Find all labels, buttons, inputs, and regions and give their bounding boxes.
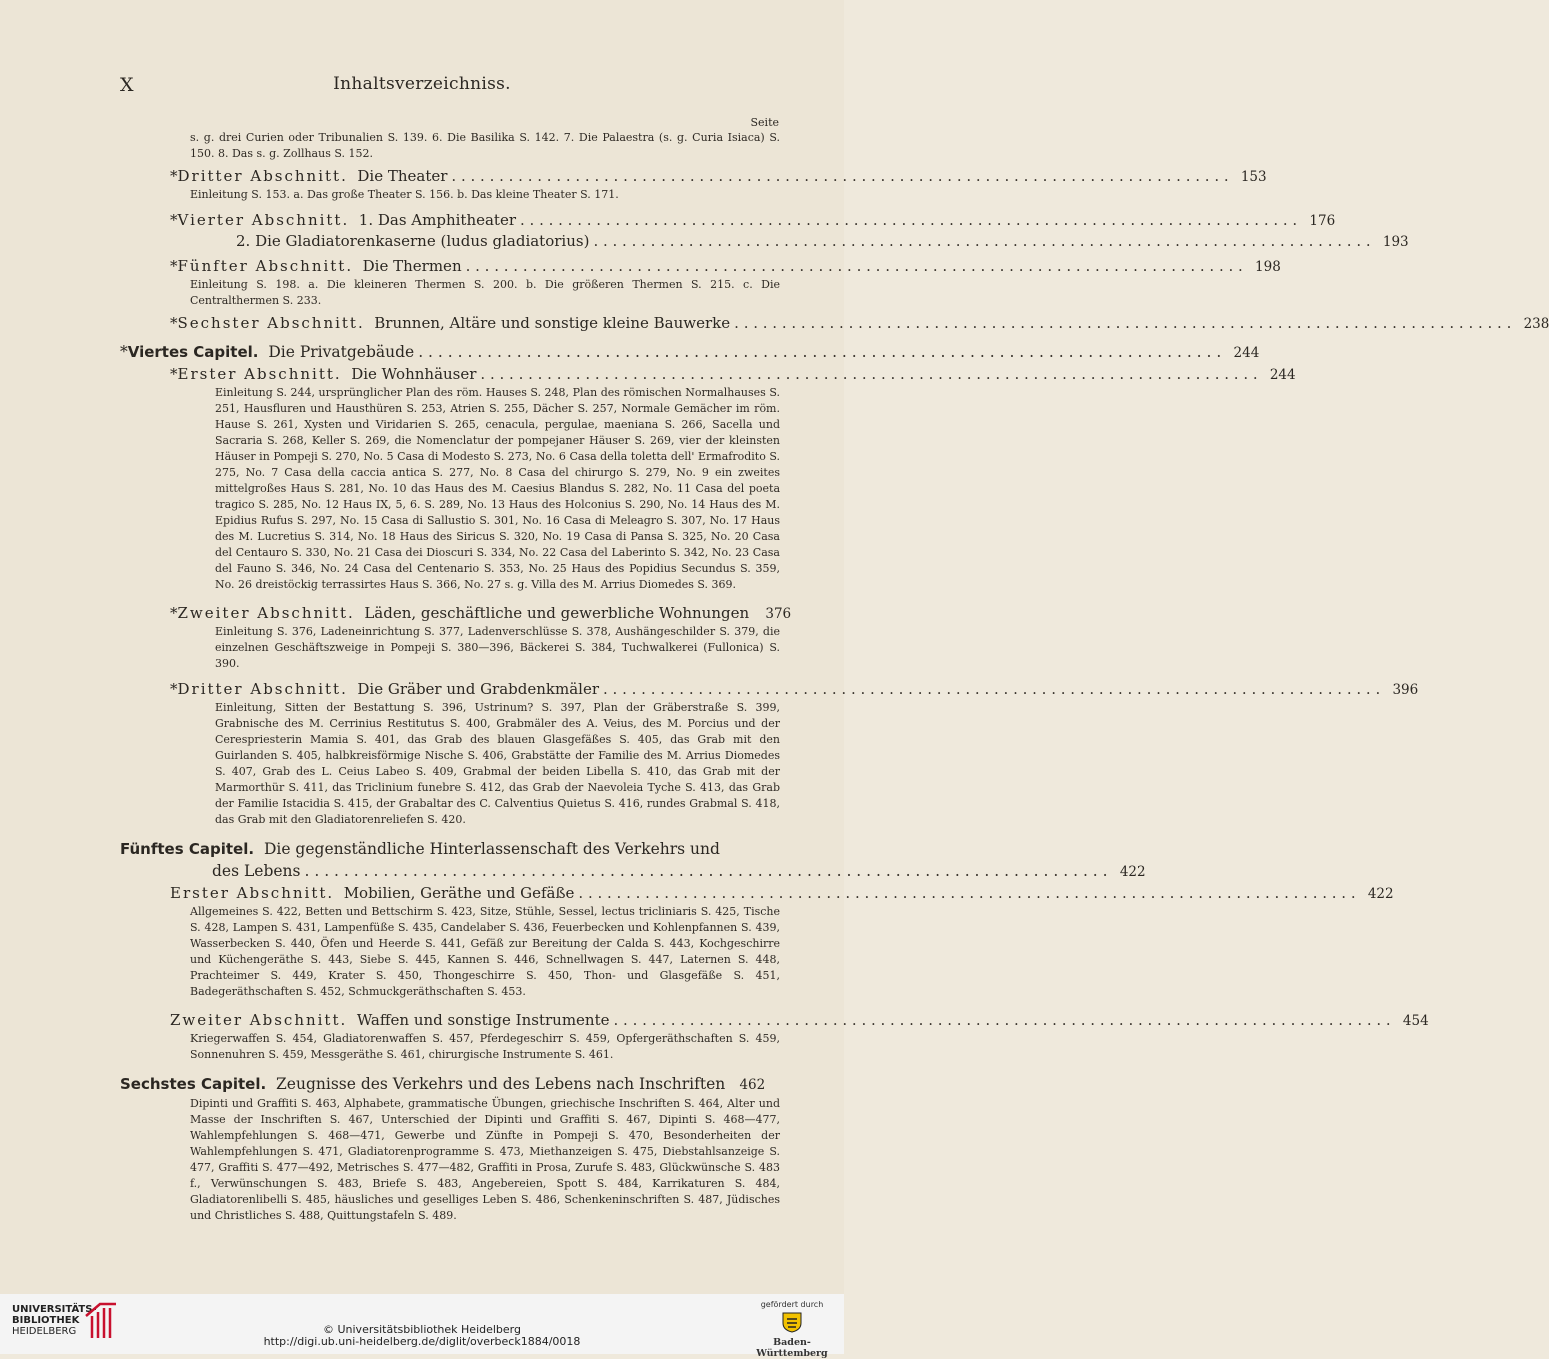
viewer-footer: [0, 1294, 844, 1359]
permalink[interactable]: http://digi.ub.uni-heidelberg.de/diglit/overbeck1884/0018: [263, 1335, 581, 1348]
toc-page: 176: [1309, 213, 1336, 229]
toc-page: 376: [765, 606, 792, 622]
page-title: Inhaltsverzeichniss.: [333, 74, 511, 94]
toc-description: Einleitung S. 198. a. Die kleineren Thermen S. 200. b. Die größeren Thermen S. 215. c. Die Centralthermen S. 233.: [190, 278, 780, 307]
toc-entry: *Erster Abschnitt. Die Wohnhäuser . . . 244: [170, 364, 780, 385]
toc-page: 422: [1367, 886, 1394, 902]
toc-description: Allgemeines S. 422, Betten und Bettschirm S. 423, Sitze, Stühle, Sessel, lectus tricliniaris S. 425, Tische S. 428, Lampen S. 431, Lampenfüße S. 435, Candelaber S. 436, Feuerbecken und Kohlenpfannen S. 439, Wasserbecken S. 440, Öfen und Heerde S. 441, Gefäß zur Bereitung der Calda S. 443, Kochgeschirre und Küchengeräthe S. 443, Siebe S. 445, Kannen S. 446, Schnellwagen S. 447, Laternen S. 448, Prachteimer S. 449, Krater S. 450, Thongeschirre S. 450, Thon- und Glasgefäße S. 451, Badegeräthschaften S. 452, Schmuckgeräthschaften S. 453.: [190, 905, 780, 998]
toc-entry: *Dritter Abschnitt. Die Theater . . . 153: [170, 166, 780, 187]
toc-entry: 2. Die Gladiatorenkaserne (ludus gladiatorius) . . . 193: [236, 231, 780, 252]
toc-page: 153: [1240, 169, 1267, 185]
toc-entry: *Sechster Abschnitt. Brunnen, Altäre und sonstige kleine Bauwerke . . . 238: [170, 313, 780, 334]
toc-page: 244: [1269, 367, 1296, 383]
toc-entry: *Fünfter Abschnitt. Die Thermen . . . 198: [170, 256, 780, 277]
toc-description: Kriegerwaffen S. 454, Gladiatorenwaffen S. 457, Pferdegeschirr S. 459, Opfergeräthschaften S. 459, Sonnenuhren S. 459, Messgeräthe S. 461, chirurgische Instrumente S. 461.: [190, 1032, 780, 1061]
toc-body: [120, 130, 1549, 1224]
page-column-label: Seite: [750, 116, 779, 129]
coat-of-arms-icon: [779, 1311, 805, 1333]
toc-entry: *Vierter Abschnitt. 1. Das Amphitheater . . . 176: [170, 210, 780, 231]
toc-chapter: *Viertes Capitel. Die Privatgebäude . . . 244: [120, 341, 780, 364]
toc-description: Einleitung S. 153. a. Das große Theater S. 156. b. Das kleine Theater S. 171.: [190, 188, 619, 201]
toc-page: 238: [1523, 316, 1549, 332]
toc-page: 422: [1119, 864, 1146, 880]
toc-chapter: Fünftes Capitel. Die gegenständliche Hinterlassenschaft des Verkehrs und des Lebens . . . 422: [120, 838, 780, 883]
toc-description: Einleitung S. 244, ursprünglicher Plan des röm. Hauses S. 248, Plan des römischen Normalhauses S. 251, Hausfluren und Hausthüren S. 253, Atrien S. 255, Dächer S. 257, Normale Gemächer im röm. Hause S. 261, Xysten und Viridarien S. 265, cenacula, pergulae, maeniana S. 266, Sacella und Sacraria S. 268, Keller S. 269, die Nomenclatur der pompejaner Häuser S. 269, vier der kleinsten Häuser in Pompeji S. 270, No. 5 Casa di Modesto S. 273, No. 6 Casa della toletta dell' Ermafrodito S. 275, No. 7 Casa della caccia antica S. 277, No. 8 Casa del chirurgo S. 279, No. 9 ein zweites mittelgroßes Haus S. 281, No. 10 das Haus des M. Caesius Blandus S. 282, No. 11 Casa del poeta tragico S. 285, No. 12 Haus IX, 5, 6. S. 289, No. 13 Haus des Holconius S. 290, No. 14 Haus des M. Epidius Rufus S. 297, No. 15 Casa di Sallustio S. 301, No. 16 Casa di Meleagro S. 307, No. 17 Haus des M. Lucretius S. 314, No. 18 Haus des Siricus S. 320, No. 19 Casa di Pansa S. 325, No. 20 Casa del Centauro S. 330, No. 21 Casa dei Dioscuri S. 334, No. 22 Casa del Laberinto S. 342, No. 23 Casa del Fauno S. 346, No. 24 Casa del Centenario S. 353, No. 25 Haus des Popidius Secundus S. 359, No. 26 dreistöckig terrassirtes Haus S. 366, No. 27 s. g. Villa des M. Arrius Diomedes S. 369.: [215, 386, 780, 591]
copyright-notice: © Universitätsbibliothek Heidelberg http://digi.ub.uni-heidelberg.de/diglit/overbeck1884/0018: [0, 1324, 844, 1348]
funding-logo: gefördert durch Baden-Württemberg: [756, 1300, 828, 1359]
toc-page: 244: [1233, 345, 1260, 361]
toc-page: 193: [1382, 234, 1409, 250]
toc-entry: *Dritter Abschnitt. Die Gräber und Grabdenkmäler . . . 396: [170, 679, 780, 700]
library-logo-text: UNIVERSITÄTS- BIBLIOTHEK HEIDELBERG: [12, 1304, 97, 1337]
page-number: X: [120, 74, 134, 96]
toc-chapter: Sechstes Capitel. Zeugnisse des Verkehrs und des Lebens nach Inschriften 462: [120, 1073, 780, 1096]
toc-description: s. g. drei Curien oder Tribunalien S. 139. 6. Die Basilika S. 142. 7. Die Palaestra (s. g. Curia Isiaca) S. 150. 8. Das s. g. Zollhaus S. 152.: [190, 131, 780, 160]
toc-entry: *Zweiter Abschnitt. Läden, geschäftliche und gewerbliche Wohnungen 376: [170, 604, 792, 622]
toc-description: Einleitung, Sitten der Bestattung S. 396, Ustrinum? S. 397, Plan der Gräberstraße S. 399, Grabnische des M. Cerrinius Restitutus S. 400, Grabmäler des A. Veius, des M. Porcius und der Cerespriesterin Mamia S. 401, das Grab des blauen Glasgefäßes S. 405, das Grab mit den Guirlanden S. 405, halbkreisförmige Nische S. 406, Grabstätte der Familie des M. Arrius Diomedes S. 407, Grab des L. Ceius Labeo S. 409, Grabmal der beiden Libella S. 410, das Grab mit der Marmorthür S. 411, das Triclinium funebre S. 412, das Grab der Naevoleia Tyche S. 413, das Grab der Familie Istacidia S. 415, der Grabaltar des C. Calventius Quietus S. 416, rundes Grabmal S. 418, das Grab mit den Gladiatorenreliefen S. 420.: [215, 701, 780, 826]
toc-page: 454: [1402, 1013, 1429, 1029]
toc-page: 198: [1255, 259, 1281, 275]
toc-page: 396: [1392, 682, 1419, 698]
toc-description: Einleitung S. 376, Ladeneinrichtung S. 377, Ladenverschlüsse S. 378, Aushängeschilder S. 379, die einzelnen Geschäftszweige in Pompeji S. 380—396, Bäckerei S. 384, Tuchwalkerei (Fullonica) S. 390.: [215, 625, 780, 670]
toc-page: 462: [739, 1077, 766, 1093]
toc-entry: Erster Abschnitt. Mobilien, Geräthe und Gefäße . . . 422: [170, 883, 780, 904]
toc-entry: Zweiter Abschnitt. Waffen und sonstige Instrumente . . . 454: [170, 1010, 780, 1031]
toc-description: Dipinti und Graffiti S. 463, Alphabete, grammatische Übungen, griechische Inschriften S. 464, Alter und Masse der Inschriften S. 467, Unterschied der Dipinti und Graffiti S. 467, Dipinti S. 468—477, Wahlempfehlungen S. 468—471, Gewerbe und Zünfte in Pompeji S. 470, Besonderheiten der Wahlempfehlungen S. 471, Gladiatorenprogramme S. 473, Miethanzeigen S. 475, Diebstahlsanzeige S. 477, Graffiti S. 477—492, Metrisches S. 477—482, Graffiti in Prosa, Zurufe S. 483, Glückwünsche S. 483 f., Verwünschungen S. 483, Briefe S. 483, Angebereien, Spott S. 484, Karrikaturen S. 484, Gladiatorenlibelli S. 485, häusliches und geselliges Leben S. 486, Schenkeninschriften S. 487, Jüdisches und Christliches S. 488, Quittungstafeln S. 489.: [190, 1097, 780, 1222]
